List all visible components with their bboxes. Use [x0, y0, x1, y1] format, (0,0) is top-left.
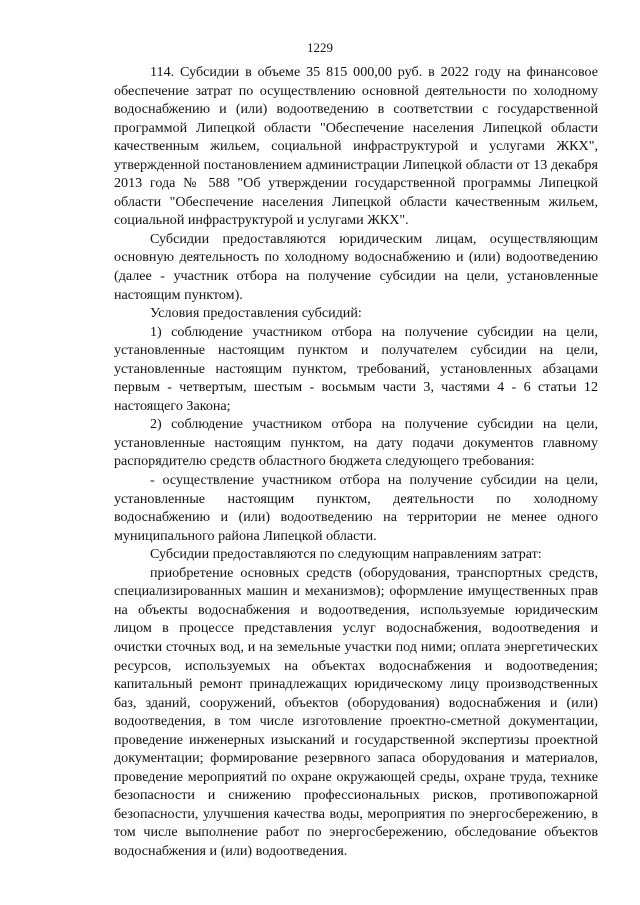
- paragraph-expense-list: приобретение основных средств (оборудования, транспортных средств, специализированных машин и механизмов); оформление имущественных прав на объекты водоснабжения и водоотведения, используемые юридическим лицом в процессе представления услуг водоснабжения, водоотведения и очистки сточных вод, и на земельные участки под ними; оплата энергетических ресурсов, используемых на объектах водоснабжения и водоотведения; капитальный ремонт принадлежащих юридическому лицу производственных баз, зданий, сооружений, объектов (оборудования) водоснабжения и (или) водоотведения, в том числе изготовление проектно-сметной документации, проведение инженерных изысканий и государственной экспертизы проектной документации; формирование резервного запаса оборудования и материалов, проведение мероприятий по охране окружающей среды, охране труда, технике безопасности и снижению профессиональных рисков, противопожарной безопасности, улучшения качества воды, мероприятия по энергосбережению, в том числе выполнение работ по энергосбережению, обследование объектов водоснабжения и (или) водоотведения.: [114, 564, 598, 859]
- paragraph-requirement: - осуществление участником отбора на получение субсидии на цели, установленные настоящим пунктом, деятельности по холодному водоснабжению и (или) водоотведению на территории не менее одного муниципального района Липецкой области.: [114, 472, 598, 544]
- document-body: [114, 63, 598, 861]
- paragraph-expense-heading: Субсидии предоставляются по следующим направлениям затрат:: [150, 546, 542, 563]
- paragraph-recipients: Субсидии предоставляются юридическим лицам, осуществляющим основную деятельность по холодному водоснабжению и (или) водоотведению (далее - участник отбора на получение субсидии на цели, установленные настоящим пунктом).: [114, 230, 598, 303]
- paragraph-item-114: 114. Субсидии в объеме 35 815 000,00 руб. в 2022 году на финансовое обеспечение затрат по осуществлению основной деятельности по холодному водоснабжению и (или) водоотведению в соответствии с государственной программой Липецкой области "Обеспечение населения Липецкой области качественным жильем, социальной инфраструктурой и услугами ЖКХ", утвержденной постановлением администрации Липецкой области от 13 декабря 2013 года № 588 "Об утверждении государственной программы Липецкой области "Обеспечение населения Липецкой области качественным жильем, социальной инфраструктурой и услугами ЖКХ".: [114, 64, 598, 229]
- page-number: 1229: [307, 40, 333, 55]
- paragraph-conditions-heading: Условия предоставления субсидий:: [150, 305, 362, 322]
- paragraph-condition-2: 2) соблюдение участником отбора на получение субсидии на цели, установленные настоящим пунктом, на дату подачи документов главному распорядителю средств областного бюджета следующего требования:: [114, 416, 598, 470]
- paragraph-condition-1: 1) соблюдение участником отбора на получение субсидии на цели, установленные настоящим пунктом и получателем субсидии на цели, установленные настоящим пунктом, требований, установленных абзацами первым - четвертым, шестым - восьмым части 3, частями 4 - 6 статьи 12 настоящего Закона;: [114, 323, 598, 414]
